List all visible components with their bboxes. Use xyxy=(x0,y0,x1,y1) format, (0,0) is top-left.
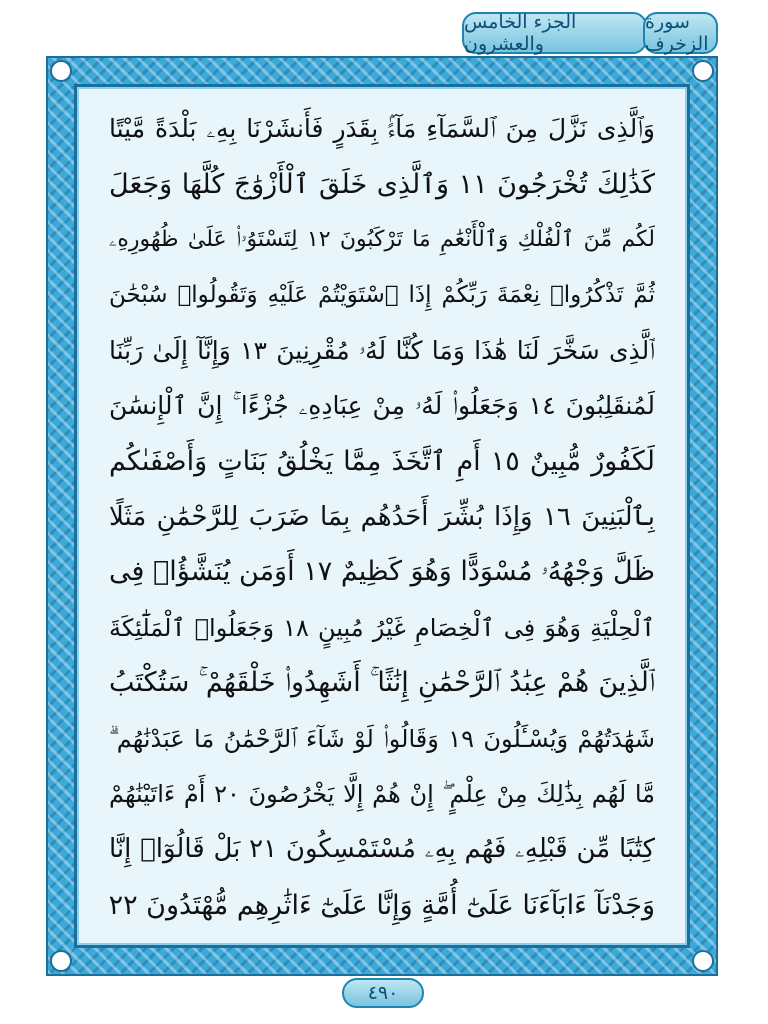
verse-line: شَهَٰدَتُهُمْ وَيُسْـَٔلُونَ ١٩ وَقَالُوا۟ لَوْ شَآءَ ٱلرَّحْمَٰنُ مَا عَبَدْنَٰهُم ۗ xyxy=(109,724,655,753)
verse-line: وَٱلَّذِى نَزَّلَ مِنَ ٱلسَّمَآءِ مَآءًۢ بِقَدَرٍ فَأَنشَرْنَا بِهِۦ بَلْدَةً مَّيْتًا xyxy=(109,113,655,143)
corner-ornament-icon xyxy=(692,60,714,82)
verse-line: ثُمَّ تَذْكُرُوا۟ نِعْمَةَ رَبِّكُمْ إِذَا ٱسْتَوَيْتُمْ عَلَيْهِ وَتَقُولُوا۟ سُبْحَٰنَ xyxy=(109,282,655,309)
mushaf-page xyxy=(46,12,718,1012)
juz-label: الجزء الخامس والعشرون xyxy=(462,12,647,54)
verse-line: بِٱلْبَنِينَ ١٦ وَإِذَا بُشِّرَ أَحَدُهُم بِمَا ضَرَبَ لِلرَّحْمَٰنِ مَثَلًا xyxy=(109,502,655,533)
verse-line: ٱلَّذِينَ هُمْ عِبَٰدُ ٱلرَّحْمَٰنِ إِنَٰثًا ۚ أَشَهِدُوا۟ خَلْقَهُمْ ۚ سَتُكْتَبُ xyxy=(109,667,655,699)
verse-line: لَكَفُورٌ مُّبِينٌ ١٥ أَمِ ٱتَّخَذَ مِمَّا يَخْلُقُ بَنَاتٍ وَأَصْفَىٰكُم xyxy=(109,446,655,478)
surah-label: سورة الزخرف xyxy=(643,12,718,54)
page-number: ٤٩٠ xyxy=(342,978,424,1008)
verse-line: مَّا لَهُم بِذَٰلِكَ مِنْ عِلْمٍ ۖ إِنْ هُمْ إِلَّا يَخْرُصُونَ ٢٠ أَمْ ءَاتَيْنَٰهُمْ xyxy=(109,780,655,809)
verse-line: كِتَٰبًا مِّن قَبْلِهِۦ فَهُم بِهِۦ مُسْتَمْسِكُونَ ٢١ بَلْ قَالُوٓا۟ إِنَّا xyxy=(109,834,655,865)
text-area xyxy=(74,84,690,948)
corner-ornament-icon xyxy=(50,60,72,82)
verse-line: ٱلَّذِى سَخَّرَ لَنَا هَٰذَا وَمَا كُنَّا لَهُۥ مُقْرِنِينَ ١٣ وَإِنَّآ إِلَىٰ رَبِّنَا xyxy=(109,335,655,365)
ornamental-frame xyxy=(46,56,718,976)
verse-line: لَكُم مِّنَ ٱلْفُلْكِ وَٱلْأَنْعَٰمِ مَا تَرْكَبُونَ ١٢ لِتَسْتَوُۥا۟ عَلَىٰ ظُهُورِهِۦ xyxy=(109,227,655,253)
corner-ornament-icon xyxy=(50,950,72,972)
corner-ornament-icon xyxy=(692,950,714,972)
verse-line: لَمُنقَلِبُونَ ١٤ وَجَعَلُوا۟ لَهُۥ مِنْ عِبَادِهِۦ جُزْءًا ۚ إِنَّ ٱلْإِنسَٰنَ xyxy=(109,391,655,421)
verse-line: ظَلَّ وَجْهُهُۥ مُسْوَدًّا وَهُوَ كَظِيمٌ ١٧ أَوَمَن يُنَشَّؤُا۟ فِى xyxy=(109,556,655,588)
verse-line: وَجَدْنَآ ءَابَآءَنَا عَلَىٰٓ أُمَّةٍ وَإِنَّا عَلَىٰٓ ءَاثَٰرِهِم مُّهْتَدُونَ ٢٢ xyxy=(109,889,655,921)
verse-line: كَذَٰلِكَ تُخْرَجُونَ ١١ وَٱلَّذِى خَلَقَ ٱلْأَزْوَٰجَ كُلَّهَا وَجَعَلَ xyxy=(109,168,655,200)
verse-lines xyxy=(109,101,655,933)
verse-line: ٱلْحِلْيَةِ وَهُوَ فِى ٱلْخِصَامِ غَيْرُ مُبِينٍ ١٨ وَجَعَلُوا۟ ٱلْمَلَٰٓئِكَةَ xyxy=(109,613,655,642)
